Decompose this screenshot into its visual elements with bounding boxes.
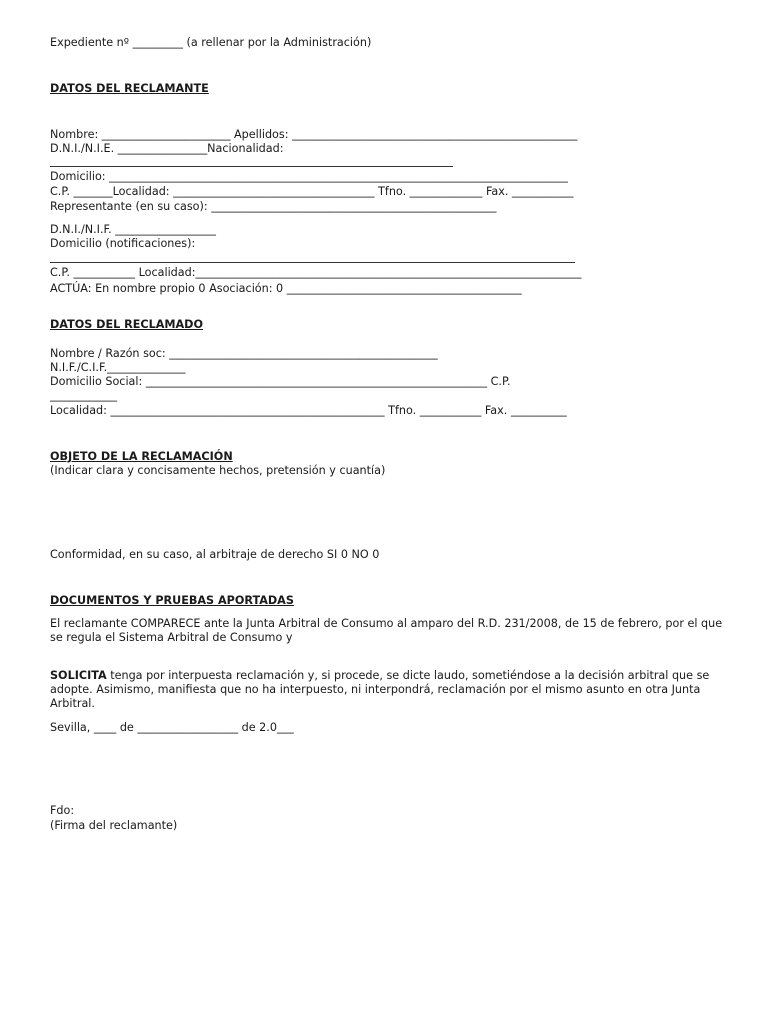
reclamado-domicilio-line: Domicilio Social: _____________________________________________________________ C.P. xyxy=(50,375,511,388)
expediente-line: Expediente nº _________ (a rellenar por la Administración) xyxy=(50,36,372,49)
solicita-paragraph xyxy=(50,669,732,711)
blank-rule xyxy=(50,262,575,263)
objeto-heading: OBJETO DE LA RECLAMACIÓN xyxy=(50,450,233,463)
conformidad-line: Conformidad, en su caso, al arbitraje de derecho SI 0 NO 0 xyxy=(50,548,380,561)
documentos-heading: DOCUMENTOS Y PRUEBAS APORTADAS xyxy=(50,594,294,607)
reclamante-cp2-line: C.P. ___________ Localidad:_____________________________________________________________________ xyxy=(50,266,582,279)
reclamante-cp-line: C.P. _______Localidad: ____________________________________ Tfno. _____________ Fax. ___________ xyxy=(50,185,574,198)
reclamante-domicilio-notif-line: Domicilio (notificaciones): xyxy=(50,237,196,250)
reclamado-heading: DATOS DEL RECLAMADO xyxy=(50,318,203,331)
reclamante-dni-line: D.N.I./N.I.E. ________________Nacionalidad: xyxy=(50,142,284,155)
reclamado-cp-blank-line: ____________ xyxy=(50,389,118,402)
solicita-bold: SOLICITA xyxy=(50,669,107,682)
reclamante-representante-line: Representante (en su caso): ___________________________________________________ xyxy=(50,200,497,213)
fdo-label: Fdo: xyxy=(50,804,75,817)
reclamante-nombre-line: Nombre: _______________________ Apellidos: ___________________________________________________ xyxy=(50,128,578,141)
firma-label: (Firma del reclamante) xyxy=(50,819,178,832)
reclamante-heading: DATOS DEL RECLAMANTE xyxy=(50,82,209,95)
reclamado-nombre-line: Nombre / Razón soc: ________________________________________________ xyxy=(50,347,438,360)
reclamante-actua-line: ACTÚA: En nombre propio 0 Asociación: 0 __________________________________________ xyxy=(50,282,522,295)
reclamado-nif-line: N.I.F./C.I.F.______________ xyxy=(50,361,186,374)
reclamante-domicilio-line: Domicilio: __________________________________________________________________________________ xyxy=(50,170,568,183)
solicita-text: tenga por interpuesta reclamación y, si procede, se dicte laudo, sometiéndose a la decisión arbitral que se adopte. Asimismo, manifiesta que no ha interpuesto, ni interpondrá, reclamación por el mismo asunto en otra Junta Arbitral. xyxy=(50,669,710,710)
comparece-paragraph: El reclamante COMPARECE ante la Junta Arbitral de Consumo al amparo del R.D. 231/2008, de 15 de febrero, por el que se regula el Sistema Arbitral de Consumo y xyxy=(50,617,723,644)
form-page xyxy=(50,0,740,1024)
fecha-line: Sevilla, ____ de __________________ de 2.0___ xyxy=(50,721,294,734)
blank-rule xyxy=(50,166,453,167)
reclamante-dni-nif-line: D.N.I./N.I.F. __________________ xyxy=(50,223,216,236)
objeto-subtitle: (Indicar clara y concisamente hechos, pretensión y cuantía) xyxy=(50,464,386,477)
reclamado-localidad-line: Localidad: _________________________________________________ Tfno. ___________ Fax. __________ xyxy=(50,404,567,417)
